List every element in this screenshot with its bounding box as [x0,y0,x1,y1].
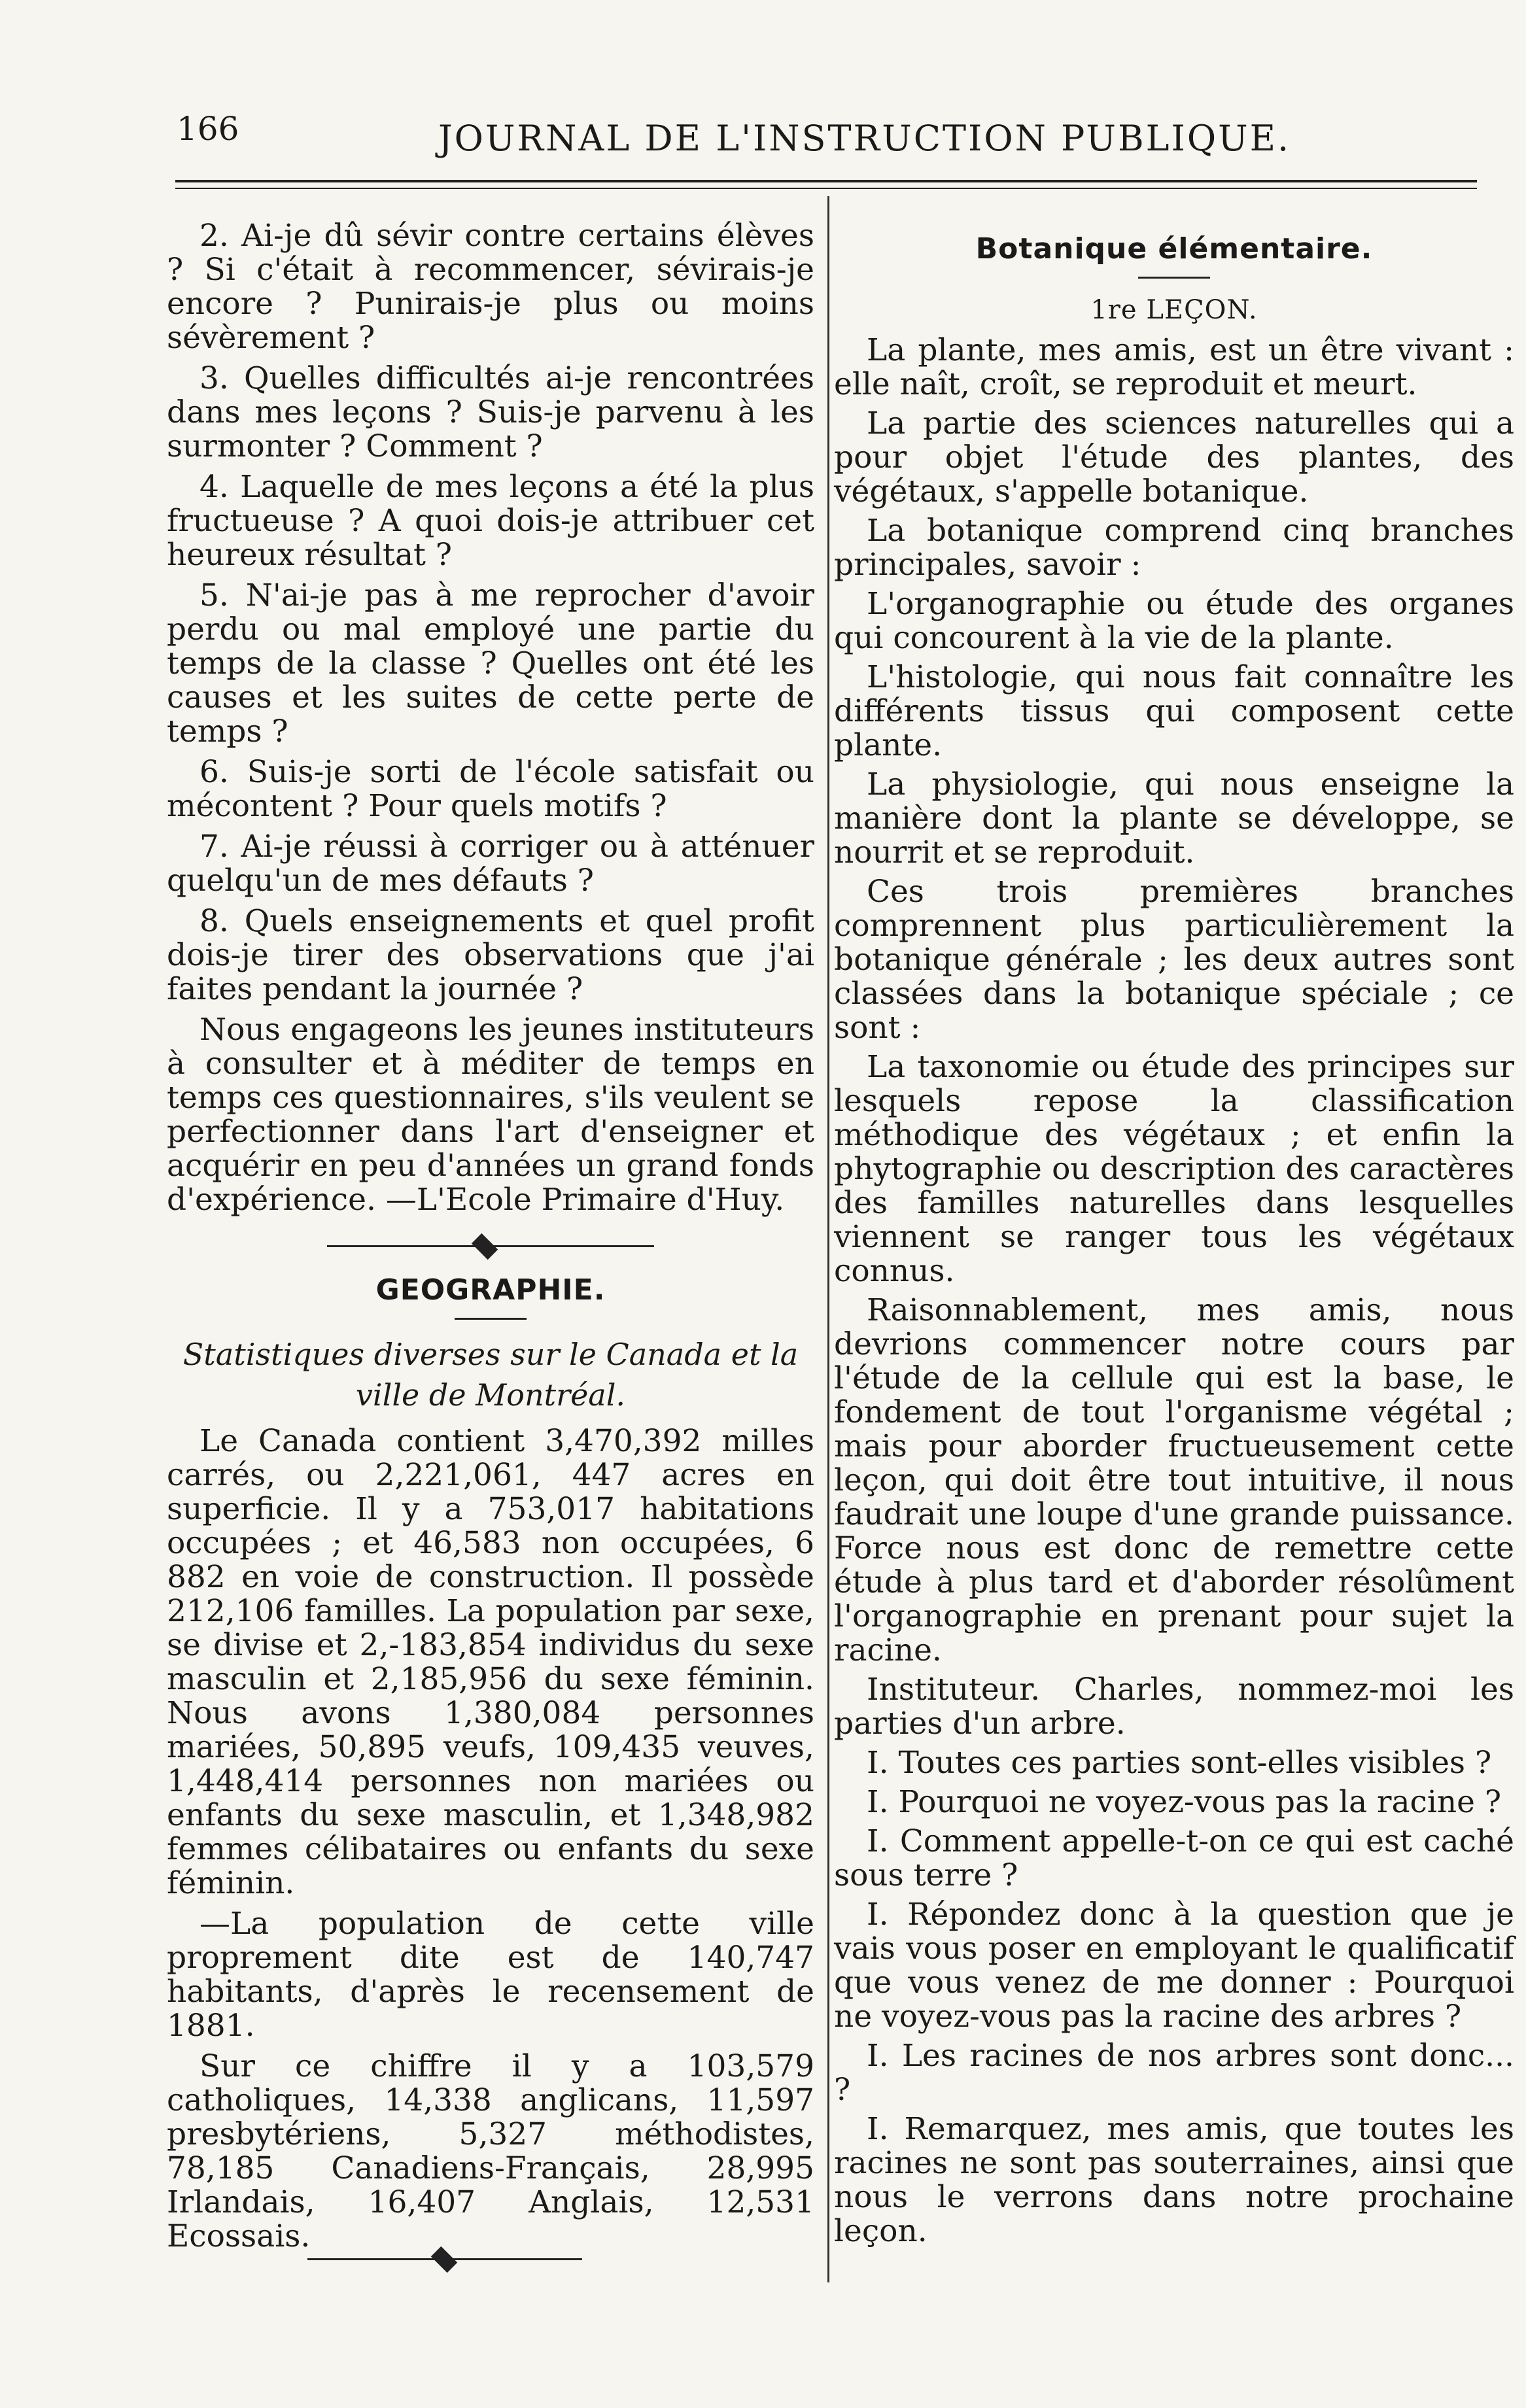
right-column [834,219,1514,2254]
dialogue-line: I. Toutes ces parties sont-elles visibles ? [867,1745,1492,1781]
heading-rule [1138,277,1210,279]
closing-paragraph: Nous engageons les jeunes instituteurs à consulter et à méditer de temps en temps ces questionnaires, s'ils veulent se perfectionner dans l'art d'enseigner et acquérir en peu d'années un grand fonds d'expérience. —L'Ecole Primaire d'Huy. [167,1012,814,1218]
geography-paragraph: Le Canada contient 3,470,392 milles carrés, ou 2,221,061, 447 acres en superficie. Il y a 753,017 habitations occupées ; et 46,583 non occupées, 6 882 en voie de construction. Il possède 212,106 familles. La population par sexe, se divise et 2,-183,854 individus du sexe masculin et 2,185,956 du sexe féminin. Nous avons 1,380,084 personnes mariées, 50,895 veufs, 109,435 veuves, 1,448,414 personnes non mariées ou enfants du sexe masculin, et 1,348,982 femmes célibataires ou enfants du sexe féminin. [167,1423,814,1901]
botany-paragraph: Raisonnablement, mes amis, nous devrions commencer notre cours par l'étude de la cellule qui est la base, le fondement de tout l'organisme végétal ; mais pour aborder fructueusement cette leçon, qui doit être tout intuitive, il nous faudrait une loupe d'une grande puissance. Force nous est donc de remettre cette étude à plus tard et d'aborder résolûment l'organographie en prenant pour sujet la racine. [834,1292,1514,1668]
question-paragraph: 4. Laquelle de mes leçons a été la plus fructueuse ? A quoi dois-je attribuer cet heureux résultat ? [167,469,814,573]
question-paragraph: 3. Quelles difficultés ai-je rencontrées dans mes leçons ? Suis-je parvenu à les surmonter ? Comment ? [167,360,814,464]
botany-paragraph: La physiologie, qui nous enseigne la manière dont la plante se développe, se nourrit et se reproduit. [834,766,1514,870]
botany-paragraph: La taxonomie ou étude des principes sur lesquels repose la classification méthodique des végétaux ; et enfin la phytographie ou description des caractères des familles naturelles dans lesquelles viennent se ranger tous les végétaux connus. [834,1049,1514,1289]
question-paragraph: 6. Suis-je sorti de l'école satisfait ou mécontent ? Pour quels motifs ? [167,754,814,824]
lesson-title: 1re LEÇON. [1090,295,1258,325]
question-paragraph: 8. Quels enseignements et quel profit dois-je tirer des observations que j'ai faites pendant la journée ? [167,903,814,1007]
section-ornament [327,1237,654,1256]
heading-rule [455,1318,527,1320]
page-header [177,110,1472,169]
header-rule-thin [175,188,1477,189]
botany-paragraph: Ces trois premières branches comprennent plus particulièrement la botanique générale ; les deux autres sont classées dans la botanique spéciale ; ce sont : [834,874,1514,1046]
geography-subtitle: Statistiques diverses sur le Canada et la ville de Montréal. [182,1337,799,1413]
question-paragraph: 7. Ai-je réussi à corriger ou à atténuer quelqu'un de mes défauts ? [167,829,814,899]
end-ornament [307,2250,582,2269]
dialogue-line: I. Les racines de nos arbres sont donc... ? [834,2038,1514,2108]
question-paragraph: 5. N'ai-je pas à me reprocher d'avoir perdu ou mal employé une partie du temps de la classe ? Quelles ont été les causes et les suites de cette perte de temps ? [167,577,814,749]
botany-paragraph: L'organographie ou étude des organes qui concourent à la vie de la plante. [834,586,1514,656]
geography-paragraph: —La population de cette ville proprement dite est de 140,747 habitants, d'après le recensement de 1881. [167,1906,814,2044]
dialogue-line: Instituteur. Charles, nommez-moi les parties d'un arbre. [834,1672,1514,1742]
left-column [167,219,814,2260]
botany-paragraph: La partie des sciences naturelles qui a pour objet l'étude des plantes, des végétaux, s'appelle botanique. [834,405,1514,509]
geography-paragraph: Sur ce chiffre il y a 103,579 catholiques, 14,338 anglicans, 11,597 presbytériens, 5,327 méthodistes, 78,185 Canadiens-Français, 28,995 Irlandais, 16,407 Anglais, 12,531 Ecossais. [167,2048,814,2254]
column-divider [827,196,829,2282]
question-paragraph: 2. Ai-je dû sévir contre certains élèves ? Si c'était à recommencer, sévirais-je encore ? Punirais-je plus ou moins sévèrement ? [167,218,814,356]
botany-heading: Botanique élémentaire. [975,232,1373,266]
botany-paragraph: La plante, mes amis, est un être vivant : elle naît, croît, se reproduit et meurt. [834,332,1514,402]
header-rule [175,180,1477,182]
botany-paragraph: La botanique comprend cinq branches principales, savoir : [834,513,1514,583]
dialogue-line: I. Pourquoi ne voyez-vous pas la racine ? [867,1784,1502,1820]
geography-heading: GEOGRAPHIE. [375,1273,606,1307]
dialogue-line: I. Répondez donc à la question que je vais vous poser en employant le qualificatif que vous venez de me donner : Pourquoi ne voyez-vous pas la racine des arbres ? [834,1897,1514,2035]
botany-paragraph: L'histologie, qui nous fait connaître les différents tissus qui composent cette plante. [834,659,1514,763]
running-title: JOURNAL DE L'INSTRUCTION PUBLIQUE. [438,118,1291,159]
dialogue-line: I. Comment appelle-t-on ce qui est caché sous terre ? [834,1823,1514,1893]
dialogue-line: I. Remarquez, mes amis, que toutes les racines ne sont pas souterraines, ainsi que nous le verrons dans notre prochaine leçon. [834,2111,1514,2249]
page-number: 166 [177,110,239,148]
